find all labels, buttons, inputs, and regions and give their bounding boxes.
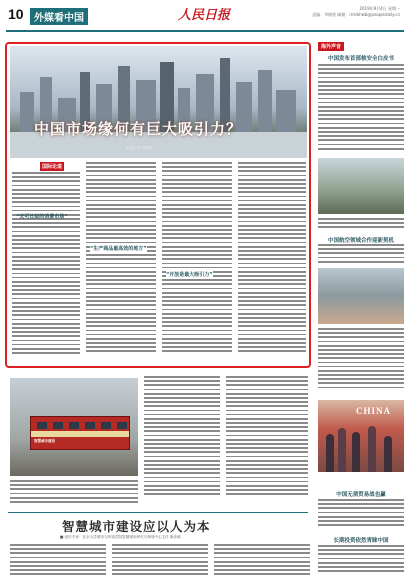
section-name: 外媒看中国 xyxy=(30,8,88,25)
header-editor: 责编：李晓欣 邮箱：rmrbhwb@peopledaily.cn xyxy=(312,12,400,17)
newspaper-logo: 人民日报 xyxy=(178,8,231,23)
train-label: 智慧城市建设 xyxy=(34,439,55,443)
sidebar-photo-1-caption xyxy=(318,218,404,232)
lead-story-title: 中国市场缘何有巨大吸引力？ xyxy=(34,120,243,138)
bottom-story-rule xyxy=(8,512,308,513)
sidebar-article-3-text xyxy=(318,328,404,394)
sidebar-headline-2: 中国航空领域合作迎新契机 xyxy=(327,238,394,244)
sidebar-headline-3: 中国无须贸易战也赢 xyxy=(336,492,386,498)
lead-story-tag: 国际论道 xyxy=(42,164,63,170)
masthead xyxy=(0,0,410,34)
lead-story-byline: 本报记者 李晓欣 xyxy=(126,146,152,150)
sidebar-headline-1: 中国发布首部核安全白皮书 xyxy=(327,56,394,62)
bottom-column-2 xyxy=(112,544,208,582)
header-date: 2019年9月4日 星期一 xyxy=(359,6,400,11)
sidebar-article-1-text xyxy=(318,64,404,154)
bottom-story-byline: ■ 受访专家：北京大学城市与环境学院智慧城市研究与规划中心主任 柴彦威 xyxy=(60,535,181,539)
lead-story-highlight-frame xyxy=(5,42,311,368)
bottom-story-title: 智慧城市建设应以人为本 xyxy=(62,519,211,534)
china-photo-word: CHINA xyxy=(356,406,392,416)
lower-column-1 xyxy=(144,376,220,506)
lead-story-subhead-1: “无可比拟的消费市场” xyxy=(16,214,68,220)
lead-story-subhead-2: “生产商品最高效的地方” xyxy=(90,246,147,252)
sidebar-photo-2 xyxy=(318,268,404,324)
bottom-column-1 xyxy=(10,544,106,582)
sidebar-tag: 海外声音 xyxy=(318,42,344,51)
sidebar-photo-1 xyxy=(318,158,404,214)
header-info xyxy=(312,6,400,18)
masthead-rule xyxy=(6,30,404,32)
sidebar-article-5-text xyxy=(318,545,404,579)
train-photo-caption xyxy=(10,480,138,508)
train-icon xyxy=(30,416,130,450)
sidebar-article-2-text xyxy=(318,244,404,266)
lead-story-subhead-3: “开放是最大吸引力” xyxy=(166,272,213,278)
page-number: 10 xyxy=(8,6,24,22)
lower-column-2 xyxy=(226,376,308,506)
sidebar-article-4-text xyxy=(318,499,404,531)
sidebar-headline-4: 长期投资依然青睐中国 xyxy=(333,538,389,544)
bottom-column-3 xyxy=(214,544,310,582)
sidebar-photo-3 xyxy=(318,400,404,472)
train-photo xyxy=(10,378,138,476)
